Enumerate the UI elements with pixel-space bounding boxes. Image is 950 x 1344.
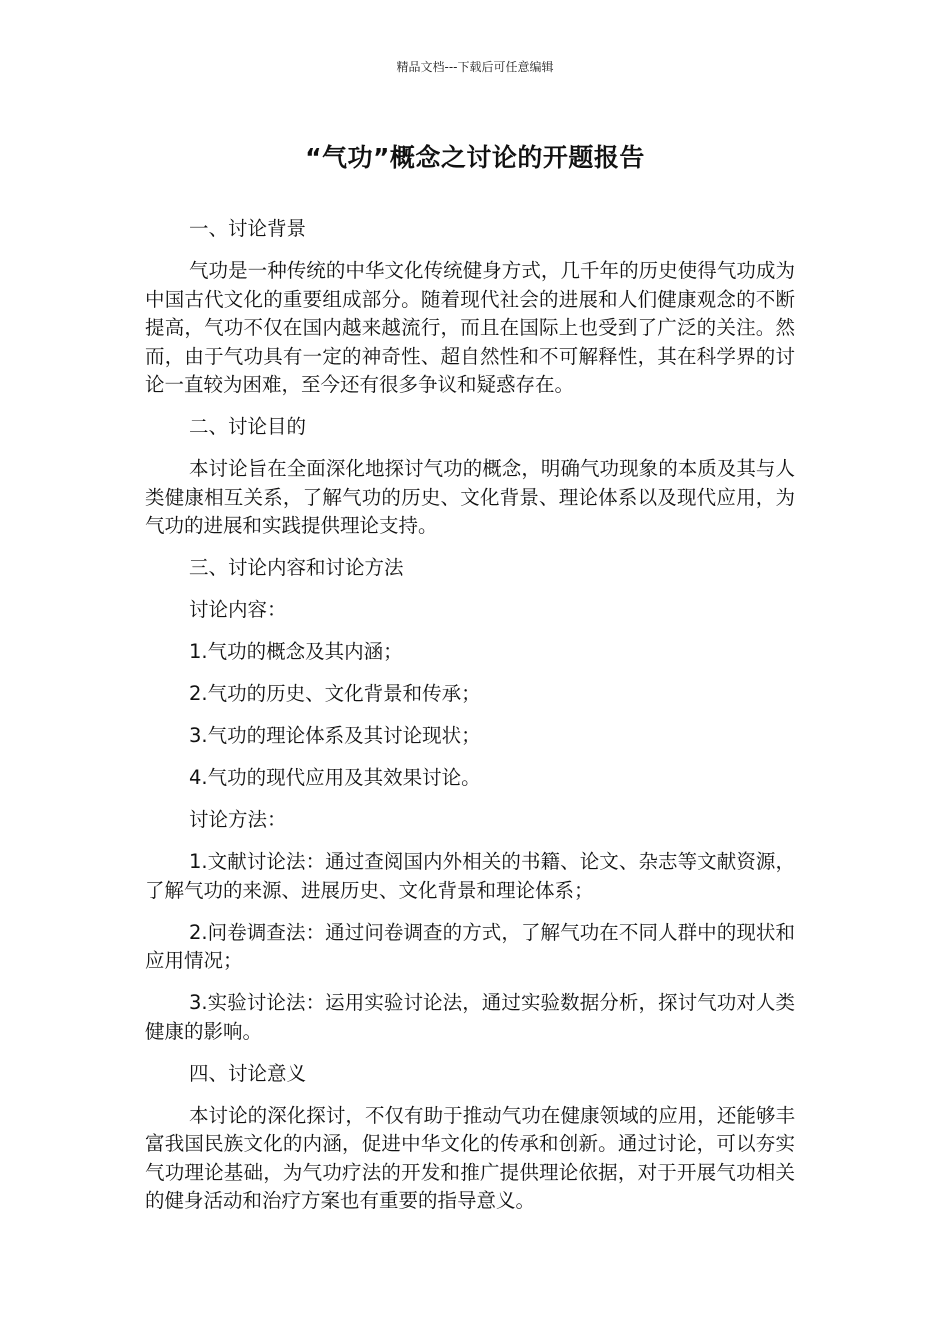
content-item: 3.气功的理论体系及其讨论现状； <box>189 724 481 747</box>
section-heading-purpose: 二、讨论目的 <box>189 415 307 438</box>
section-heading-background: 一、讨论背景 <box>189 217 307 240</box>
content-label: 讨论内容： <box>189 598 287 621</box>
method-label: 讨论方法： <box>189 808 287 831</box>
significance-paragraph: 本讨论的深化探讨，不仅有助于推动气功在健康领域的应用，还能够丰富我国民族文化的内涵，促进中华文化的传承和创新。通过讨论，可以夯实气功理论基础，为气功疗法的开发和推广提供理论依据，对于开展气功相关的健身活动和治疗方案也有重要的指导意义。 <box>145 1103 795 1212</box>
section-heading-significance: 四、讨论意义 <box>189 1061 307 1085</box>
document-body <box>145 215 795 1229</box>
method-item: 1.文献讨论法：通过查阅国内外相关的书籍、论文、杂志等文献资源，了解气功的来源、进展历史、文化背景和理论体系； <box>145 850 795 902</box>
background-paragraph: 气功是一种传统的中华文化传统健身方式，几千年的历史使得气功成为中国古代文化的重要组成部分。随着现代社会的进展和人们健康观念的不断提高，气功不仅在国内越来越流行，而且在国际上也受到了广泛的关注。然而，由于气功具有一定的神奇性、超自然性和不可解释性，其在科学界的讨论一直较为困难，至今还有很多争议和疑惑存在。 <box>145 259 795 396</box>
content-item: 4.气功的现代应用及其效果讨论。 <box>189 766 481 789</box>
document-title: “气功”概念之讨论的开题报告 <box>305 143 645 172</box>
content-item: 2.气功的历史、文化背景和传承； <box>189 682 481 705</box>
method-item: 3.实验讨论法：运用实验讨论法，通过实验数据分析，探讨气功对人类健康的影响。 <box>145 991 795 1043</box>
section-heading-content-method: 三、讨论内容和讨论方法 <box>189 556 404 579</box>
content-item: 1.气功的概念及其内涵； <box>189 640 403 663</box>
purpose-paragraph: 本讨论旨在全面深化地探讨气功的概念，明确气功现象的本质及其与人类健康相互关系，了解气功的历史、文化背景、理论体系以及现代应用，为气功的进展和实践提供理论支持。 <box>145 457 795 537</box>
method-item: 2.问卷调查法：通过问卷调查的方式，了解气功在不同人群中的现状和应用情况； <box>145 920 795 972</box>
page-header-note: 精品文档---下载后可任意编辑 <box>396 60 554 74</box>
